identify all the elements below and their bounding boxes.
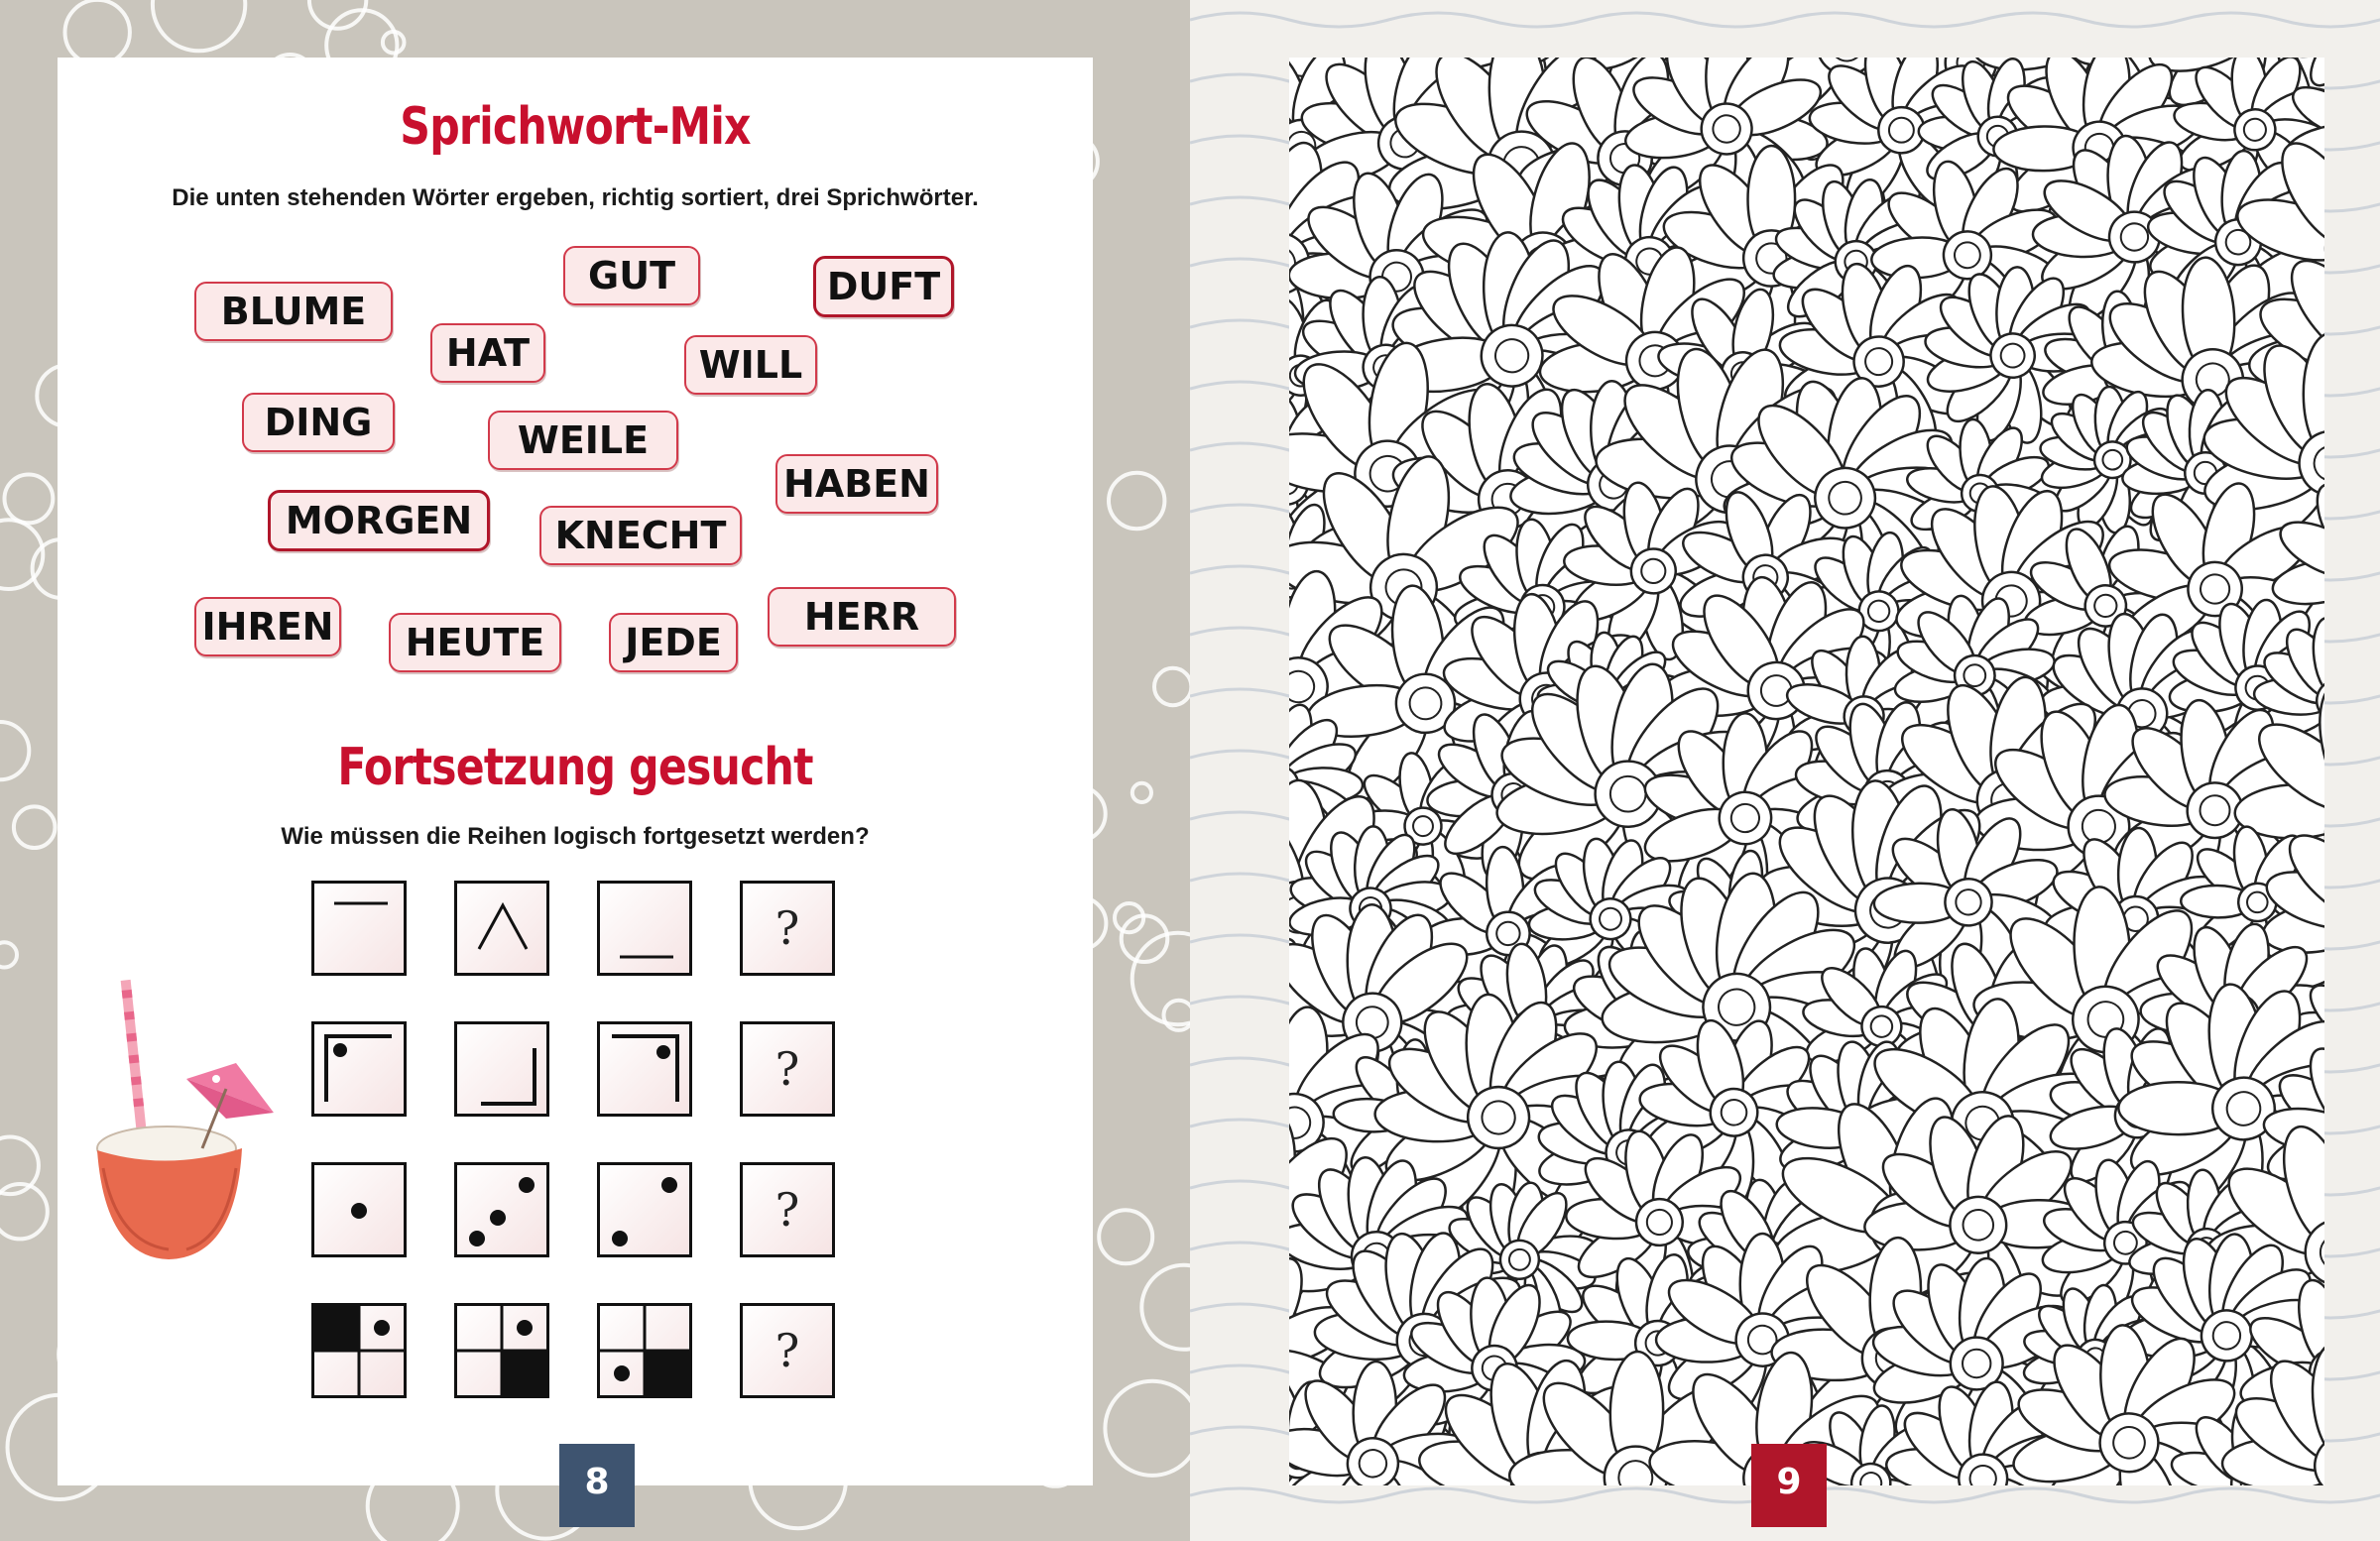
page-number-right: 9 — [1751, 1444, 1827, 1527]
word-tile: HAT — [430, 323, 545, 383]
sequence-cell — [454, 881, 549, 976]
sequence-cell — [454, 1303, 549, 1398]
word-tile: WILL — [684, 335, 817, 395]
question-mark: ? — [774, 1183, 800, 1237]
word-tile: JEDE — [609, 613, 738, 672]
word-tile: GUT — [563, 246, 700, 305]
word-tile: IHREN — [194, 597, 341, 656]
sequence-cell — [597, 1021, 692, 1117]
answer-cell — [740, 1303, 835, 1398]
word-tile: KNECHT — [539, 506, 742, 565]
answer-cell — [740, 881, 835, 976]
floral-coloring-page — [1289, 58, 2324, 1485]
page-number-left: 8 — [559, 1444, 635, 1527]
sequence-cell — [597, 881, 692, 976]
question-mark: ? — [774, 1324, 800, 1377]
word-tile: HEUTE — [389, 613, 561, 672]
word-tile: WEILE — [488, 411, 678, 470]
word-tile: MORGEN — [268, 490, 490, 551]
word-tile: DUFT — [813, 256, 954, 317]
sequence-cell — [597, 1162, 692, 1257]
sequence-cell — [311, 1303, 407, 1398]
answer-cell — [740, 1021, 835, 1117]
puzzle-title-fortsetzung: Fortsetzung gesucht — [337, 738, 813, 797]
question-mark: ? — [774, 901, 800, 955]
sequence-cell — [454, 1162, 549, 1257]
puzzle-title-sprichwort-mix: Sprichwort-Mix — [400, 97, 751, 157]
coconut-drink-illustration — [77, 960, 335, 1317]
sequence-cell — [597, 1303, 692, 1398]
answer-cell — [740, 1162, 835, 1257]
word-tile: DING — [242, 393, 395, 452]
question-mark: ? — [774, 1042, 800, 1096]
word-tile: BLUME — [194, 282, 393, 341]
puzzle-page — [58, 58, 1093, 1502]
sequence-cell — [454, 1021, 549, 1117]
word-tile: HABEN — [775, 454, 938, 514]
word-tile: HERR — [768, 587, 956, 647]
puzzle-instruction-1: Die unten stehenden Wörter ergeben, richtig sortiert, drei Sprichwörter. — [172, 184, 979, 211]
puzzle-instruction-2: Wie müssen die Reihen logisch fortgesetzt werden? — [281, 823, 870, 850]
floral-coloring-pattern — [1289, 58, 2324, 1485]
